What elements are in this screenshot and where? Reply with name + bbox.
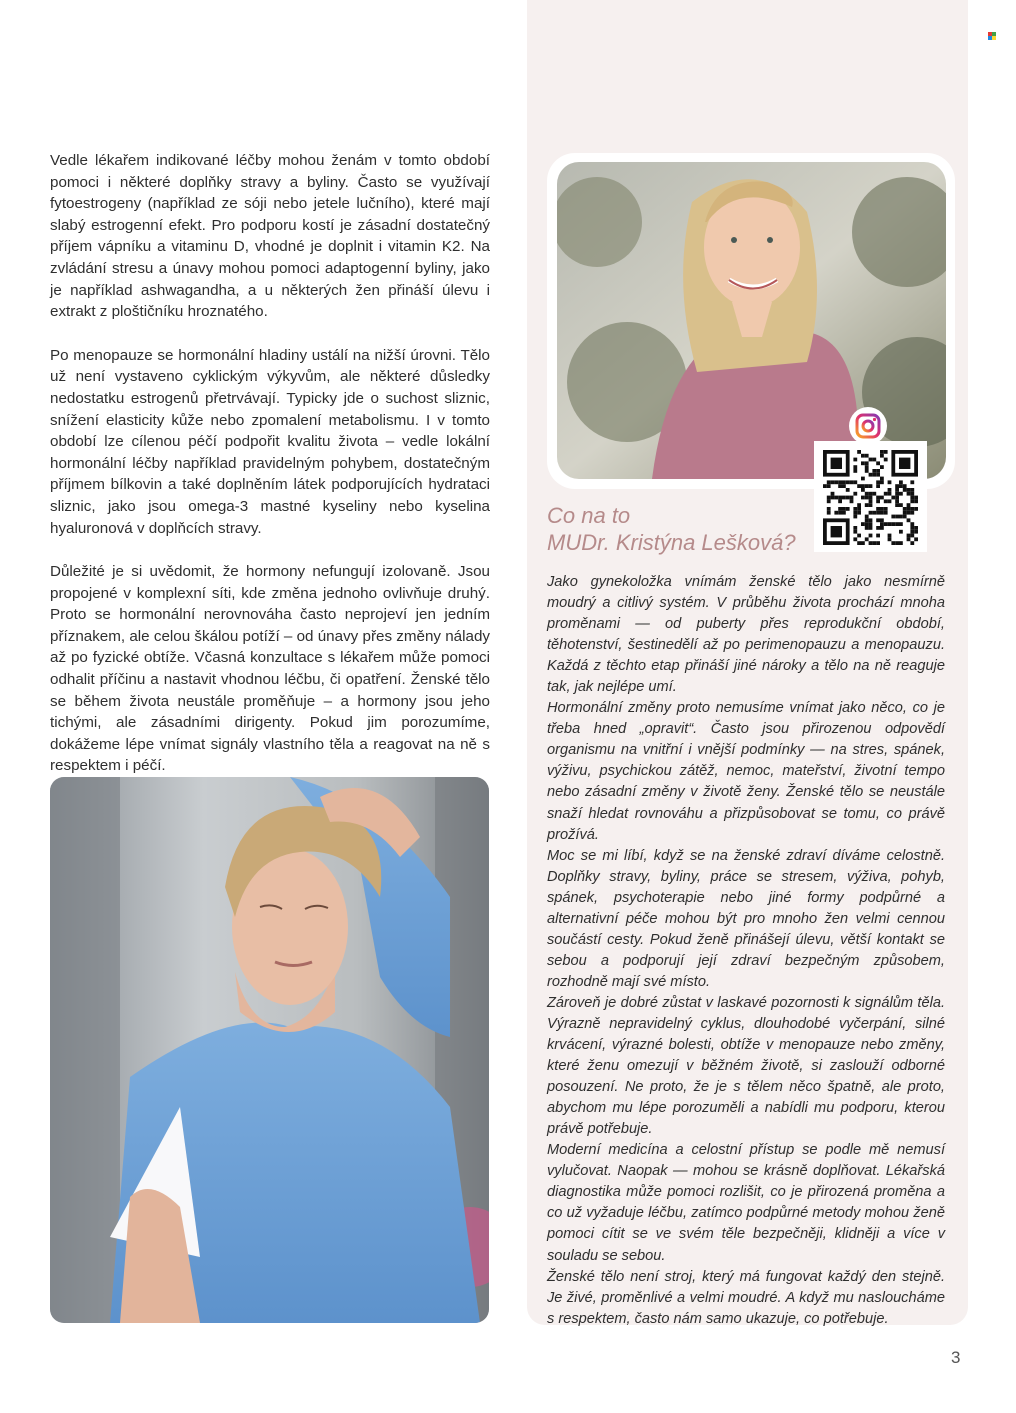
- article-paragraph-2: Po menopauze se hormonální hladiny ustálí na nižší úrovni. Tělo už není vystaveno cyklickým výkyvům, ale některé důsledky nedostatku estrogenů přetrvávají. Typicky jde o suchost sliznic, snížení elasticity kůže nebo zpomalení metabolismu. I v tomto období lze cílenou péčí podpořit kvalitu života – vedle lokální hormonální léčby například pravidelným pohybem, dostatečným příjmem bílkovin a také doplněním látek podporujících hydrataci sliznic, jako jsou omega-3 mastné kyseliny nebo kyselina hyaluronová v doplňcích stravy.: [50, 346, 490, 537]
- sidebar-title-line-2: MUDr. Kristýna Lešková?: [547, 530, 796, 555]
- sidebar-body: [547, 572, 945, 1330]
- doctor-portrait-photo: [557, 162, 946, 479]
- sidebar-paragraph: Hormonální změny proto nemusíme vnímat jako něco, co je třeba hned „opravit“. Často jsou přirozenou odpovědí organismu na vnitřní i vnější podmínky — na stres, spánek, výživu, psychickou zátěž, nemoc, mateřství, životní tempo nebo zásadní změny v životě ženy. Ženské tělo se neustále snaží hledat rovnováhu a přizpůsobovat se tomu, co právě prožívá.: [547, 700, 945, 843]
- sidebar-title-line-1: Co na to: [547, 503, 631, 528]
- sidebar-paragraph: Moc se mi líbí, když se na ženské zdraví díváme celostně. Doplňky stravy, byliny, práce se stresem, výživa, pohyb, spánek, psychoterapie nebo jiné formy podpůrné a alternativní péče mohou být pro mnoho žen velmi cennou součástí cesty. Pokud ženě přinášejí úlevu, větší kontakt se sebou a podporují její zdraví bezpečným způsobem, rozhodně mají své místo.: [547, 847, 945, 990]
- page-number: 3: [951, 1348, 961, 1367]
- woman-hot-flash-photo: [50, 777, 489, 1323]
- color-registration-mark: [988, 27, 996, 35]
- sidebar-title: [547, 502, 807, 556]
- qr-code[interactable]: [814, 441, 927, 552]
- sidebar-paragraph: Moderní medicína a celostní přístup se podle mě nemusí vylučovat. Naopak — mohou se krásně doplňovat. Lékařská diagnostika může pomoci rozlišit, co je přirozená proměna a co už vyžaduje léčbu, zatímco podpůrné metody mohou ženě pomoci cítit se ve svém těle bezpečněji, klidněji a více v souladu se sebou.: [547, 1142, 945, 1264]
- main-article: [50, 150, 490, 799]
- article-paragraph-1: Vedle lékařem indikované léčby mohou ženám v tomto období pomoci i některé doplňky stravy a byliny. Často se využívají fytoestrogeny (například ze sóji nebo jetele lučního), které mají slabý estrogenní efekt. Pro podporu kostí je zásadní dostatečný příjem vápníku a vitaminu D, vhodné je doplnit i vitamin K2. Na zvládání stresu a únavy mohou pomoci adaptogenní byliny, jako je například ashwagandha, a u některých žen přináší úlevu i extrakt z ploštičníku hroznatého.: [50, 152, 490, 321]
- sidebar-paragraph: Jako gynekoložka vnímám ženské tělo jako nesmírně moudrý a citlivý systém. V průběhu života prochází mnoha proměnami — od puberty přes reprodukční období, těhotenství, šestinedělí až po perimenopauzu a menopauzu. Každá z těchto etap přináší jiné nároky a tělo na ně reaguje tak, jak nejlépe umí.: [547, 574, 945, 696]
- instagram-icon[interactable]: [849, 407, 887, 445]
- article-paragraph-3: Důležité je si uvědomit, že hormony nefungují izolovaně. Jsou propojené v komplexní síti, kde změna jednoho ovlivňuje druhý. Proto se hormonální nerovnováha často neprojeví jen jedním příznakem, ale celou škálou potíží – od únavy přes změny nálady až po fyzické obtíže. Včasná konzultace s lékařem může pomoci odhalit příčinu a nastavit vhodnou léčbu, či opatření. Ženské tělo se během života neustále proměňuje – a hormony jsou jeho tichými, ale zásadními dirigenty. Pokud jim porozumíme, dokážeme lépe vnímat signály vlastního těla a reagovat na ně s respektem i péčí.: [50, 563, 490, 775]
- sidebar-paragraph: Zároveň je dobré zůstat v laskavé pozornosti k signálům těla. Výrazně nepravidelný cyklus, dlouhodobé vyčerpání, silné krvácení, výrazné bolesti, obtíže v menopauze nebo změny, které ženu omezují v běžném životě, si zaslouží odborné posouzení. Ne proto, že je s tělem něco špatně, ale proto, abychom mu lépe porozuměli a nabídli mu podporu, kterou právě potřebuje.: [547, 994, 945, 1138]
- sidebar-paragraph: Ženské tělo není stroj, který má fungovat každý den stejně. Je živé, proměnlivé a velmi moudré. A když mu nasloucháme s respektem, často nám samo ukazuje, co potřebuje.: [547, 1268, 945, 1327]
